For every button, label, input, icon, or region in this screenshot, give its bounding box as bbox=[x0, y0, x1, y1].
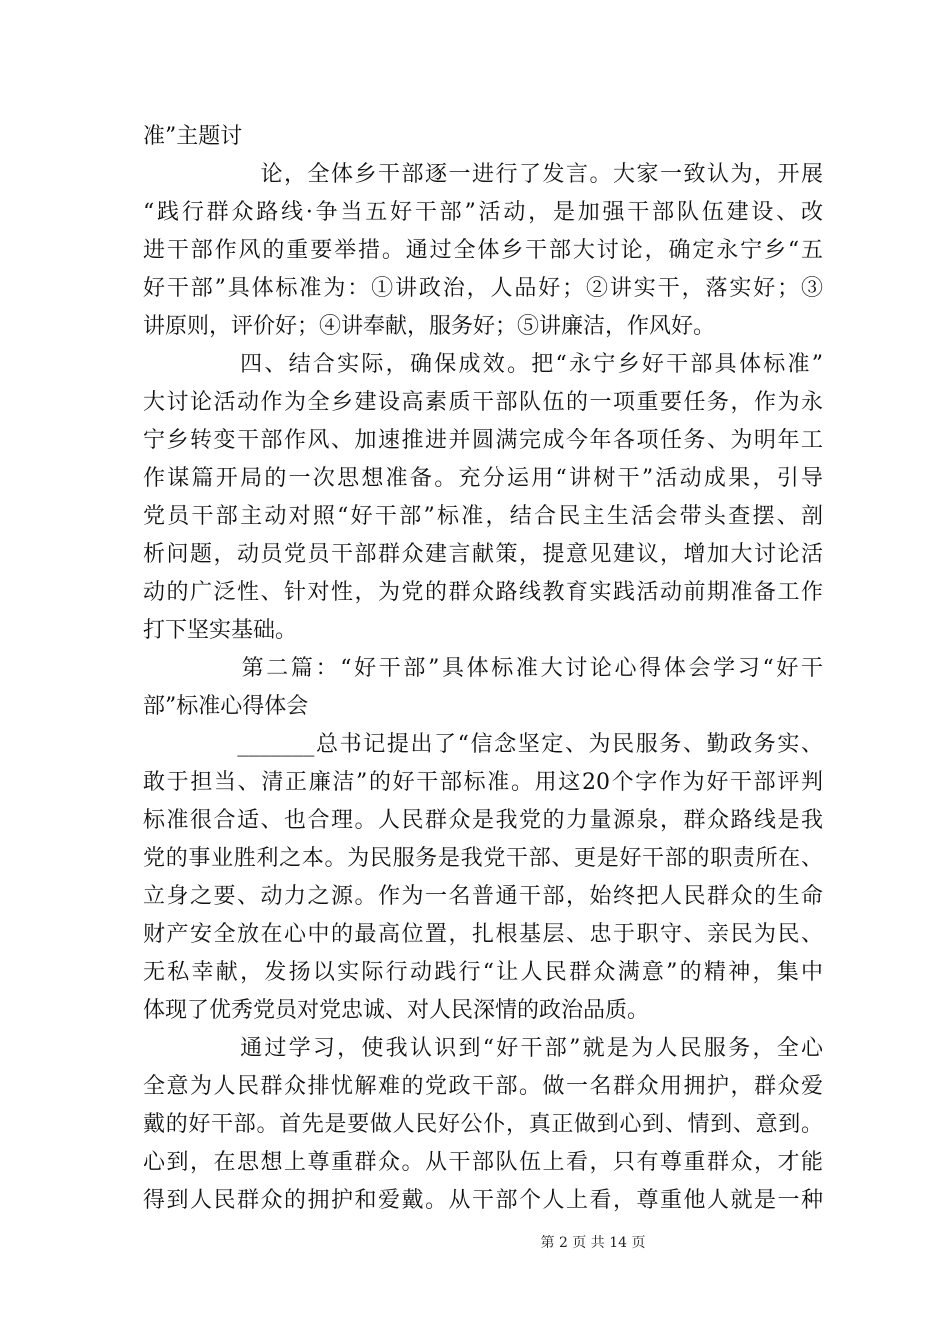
section-heading: 部”标准心得体会 bbox=[143, 694, 309, 719]
text-line: 无私幸献，发扬以实际行动践行“让人民群众满意”的精神，集中 bbox=[143, 960, 823, 985]
text-line: 作谋篇开局的一次思想准备。充分运用“讲树干”活动成果，引导 bbox=[143, 466, 823, 491]
text-line: 立身之要、动力之源。作为一名普通干部，始终把人民群众的生命 bbox=[143, 884, 823, 909]
text-line: “践行群众路线·争当五好干部”活动，是加强干部队伍建设、改 bbox=[143, 200, 823, 225]
text-line: 标准很合适、也合理。人民群众是我党的力量源泉，群众路线是我 bbox=[143, 808, 823, 833]
text-line: 党员干部主动对照“好干部”标准，结合民主生活会带头查摆、剖 bbox=[143, 504, 823, 529]
text-line: 通过学习，使我认识到“好干部”就是为人民服务，全心 bbox=[143, 1036, 823, 1061]
text-line: 论，全体乡干部逐一进行了发言。大家一致认为，开展 bbox=[143, 162, 823, 187]
page-number bbox=[0, 1232, 950, 1252]
page-number-label: 第 2 页 共 14 页 bbox=[540, 1235, 646, 1251]
text-line: 好干部”具体标准为：①讲政治，人品好；②讲实干，落实好；③ bbox=[143, 276, 823, 301]
text-line: 讲原则，评价好；④讲奉献，服务好；⑤讲廉洁，作风好。 bbox=[143, 314, 716, 339]
text-line: 打下坚实基础。 bbox=[143, 618, 298, 643]
text-line: 戴的好干部。首先是要做人民好公仆，真正做到心到、情到、意到。 bbox=[143, 1112, 823, 1137]
text-line: 进干部作风的重要举措。通过全体乡干部大讨论，确定永宁乡“五 bbox=[143, 238, 823, 263]
text-line: _______总书记提出了“信念坚定、为民服务、勤政务实、 bbox=[143, 732, 823, 757]
text-line: 敢于担当、清正廉洁”的好干部标准。用这20个字作为好干部评判 bbox=[143, 770, 823, 795]
text-line: 得到人民群众的拥护和爱戴。从干部个人上看，尊重他人就是一种 bbox=[143, 1188, 823, 1213]
text-line: 析问题，动员党员干部群众建言献策，提意见建议，增加大讨论活 bbox=[143, 542, 823, 567]
text-line: 体现了优秀党员对党忠诚、对人民深情的政治品质。 bbox=[143, 998, 650, 1023]
text-line: 准”主题讨 bbox=[143, 124, 243, 149]
section-heading: 第二篇：“好干部”具体标准大讨论心得体会学习“好干 bbox=[143, 656, 823, 681]
text-line: 心到，在思想上尊重群众。从干部队伍上看，只有尊重群众，才能 bbox=[143, 1150, 823, 1175]
text-line: 四、结合实际，确保成效。把“永宁乡好干部具体标准” bbox=[143, 352, 823, 377]
text-line: 宁乡转变干部作风、加速推进并圆满完成今年各项任务、为明年工 bbox=[143, 428, 823, 453]
text-line: 动的广泛性、针对性，为党的群众路线教育实践活动前期准备工作 bbox=[143, 580, 823, 605]
text-line: 大讨论活动作为全乡建设高素质干部队伍的一项重要任务，作为永 bbox=[143, 390, 823, 415]
text-line: 党的事业胜利之本。为民服务是我党干部、更是好干部的职责所在、 bbox=[143, 846, 823, 871]
text-line: 财产安全放在心中的最高位置，扎根基层、忠于职守、亲民为民、 bbox=[143, 922, 823, 947]
text-line: 全意为人民群众排忧解难的党政干部。做一名群众用拥护，群众爱 bbox=[143, 1074, 823, 1099]
